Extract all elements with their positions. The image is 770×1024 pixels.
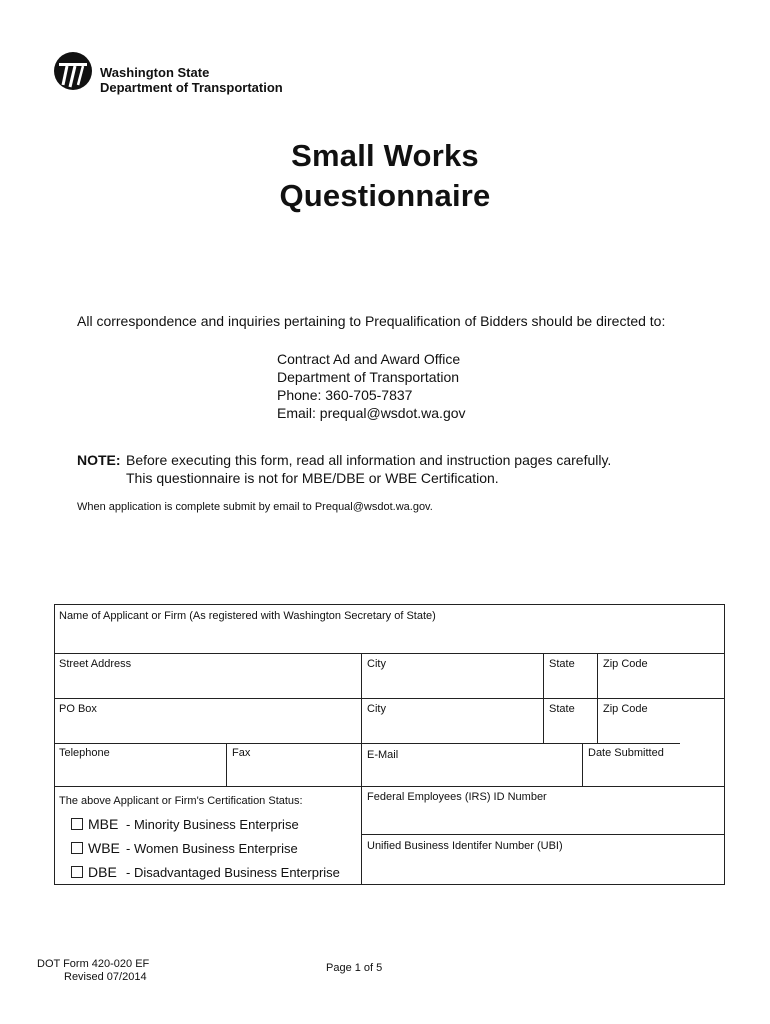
form-number: DOT Form 420-020 EF	[37, 958, 150, 970]
mbe-description: - Minority Business Enterprise	[126, 816, 299, 832]
agency-line-1: Washington State	[100, 65, 210, 80]
zip-field-1[interactable]: Zip Code	[603, 658, 648, 670]
state-field-2[interactable]: State	[549, 703, 575, 715]
dbe-checkbox[interactable]	[71, 866, 83, 878]
city-field-2[interactable]: City	[367, 703, 386, 715]
certification-dbe[interactable]	[71, 864, 340, 880]
title-line-2: Questionnaire	[279, 178, 491, 213]
contact-department: Department of Transportation	[277, 369, 460, 385]
agency-name	[100, 65, 283, 95]
contact-email: Email: prequal@wsdot.wa.gov	[277, 405, 466, 421]
contact-phone: Phone: 360-705-7837	[277, 387, 413, 403]
note-line-2: This questionnaire is not for MBE/DBE or WBE Certification.	[126, 470, 499, 486]
certification-mbe[interactable]	[71, 816, 299, 832]
state-field-1[interactable]: State	[549, 658, 575, 670]
page-number: Page 1 of 5	[326, 962, 383, 974]
dbe-code: DBE	[88, 864, 117, 880]
dbe-description: - Disadvantaged Business Enterprise	[126, 864, 340, 880]
revised-date: Revised 07/2014	[64, 971, 147, 983]
agency-line-2: Department of Transportation	[100, 80, 283, 95]
applicant-form	[54, 604, 725, 885]
city-field-1[interactable]: City	[367, 658, 386, 670]
note-line-1: Before executing this form, read all information and instruction pages carefully.	[126, 452, 612, 468]
wbe-code: WBE	[88, 840, 120, 856]
title-line-1: Small Works	[291, 138, 479, 173]
certification-status-label: The above Applicant or Firm's Certification Status:	[59, 795, 303, 807]
submit-instructions: When application is complete submit by email to Prequal@wsdot.wa.gov.	[77, 501, 433, 513]
page-title	[0, 136, 770, 216]
note-label: NOTE:	[77, 452, 121, 468]
contact-block	[277, 350, 466, 422]
applicant-name-field[interactable]: Name of Applicant or Firm (As registered with Washington Secretary of State)	[59, 610, 436, 622]
street-address-field[interactable]: Street Address	[59, 658, 132, 670]
wbe-checkbox[interactable]	[71, 842, 83, 854]
contact-office: Contract Ad and Award Office	[277, 351, 461, 367]
wbe-description: - Women Business Enterprise	[126, 840, 298, 856]
fax-field[interactable]: Fax	[232, 747, 251, 759]
ubi-field[interactable]: Unified Business Identifer Number (UBI)	[367, 840, 563, 852]
intro-text: All correspondence and inquiries pertaining to Prequalification of Bidders should be directed to:	[77, 313, 666, 329]
zip-field-2[interactable]: Zip Code	[603, 703, 648, 715]
mbe-checkbox[interactable]	[71, 818, 83, 830]
wsdot-logo-icon	[53, 51, 93, 91]
certification-wbe[interactable]	[71, 840, 298, 856]
email-field[interactable]: E-Mail	[367, 749, 399, 761]
mbe-code: MBE	[88, 816, 119, 832]
form-number-block	[37, 958, 149, 984]
po-box-field[interactable]: PO Box	[59, 703, 97, 715]
federal-id-field[interactable]: Federal Employees (IRS) ID Number	[367, 791, 547, 803]
note-block	[77, 451, 611, 487]
telephone-field[interactable]: Telephone	[59, 747, 110, 759]
date-submitted-field[interactable]: Date Submitted	[588, 747, 664, 759]
